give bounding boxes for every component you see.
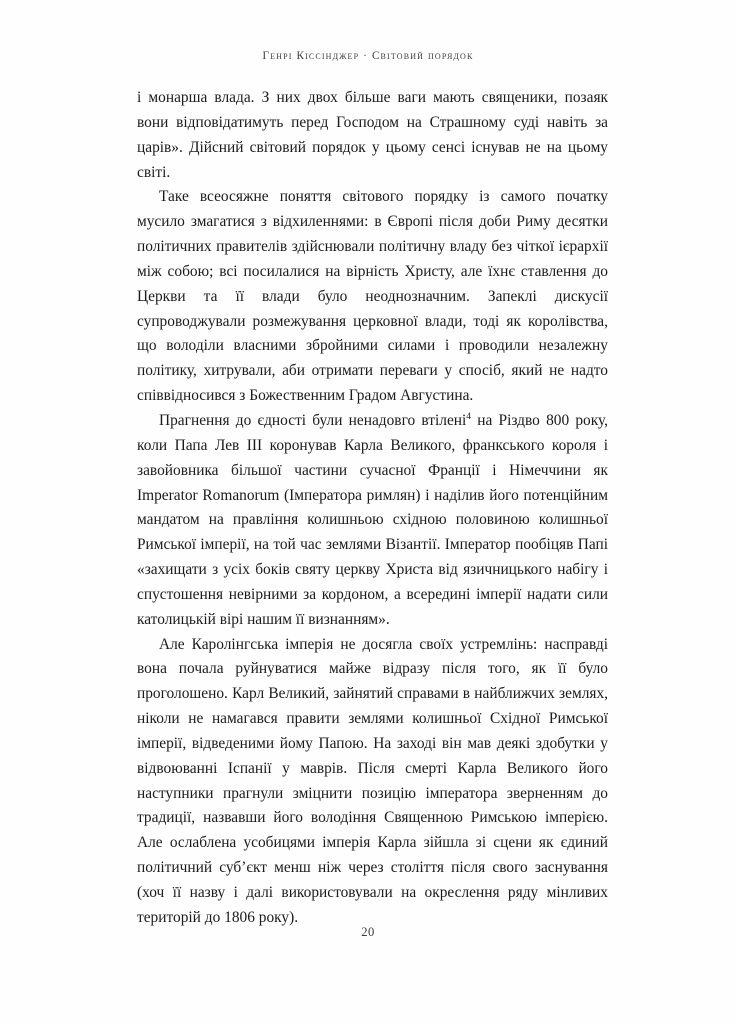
paragraph-2 bbox=[137, 185, 608, 409]
paragraph-1 bbox=[137, 86, 608, 185]
paragraph-4-text: Але Каролінгська імперія не досягла своїх устремлінь: насправді вона почала руйнуватися майже відразу після того, як її було проголошено. Карл Великий, зайнятий справами в найближчих землях, ніколи не намагався правити землями колишньої Східної Римської імперії, відведеними йому Папою. На заході він мав деякі здобутки у відвоюванні Іспанії у маврів. Після смерті Карла Великого його наступники прагнули зміцнити позицію імператора зверненням до традиції, назвавши його володіння Священною Римською імперією. Але ослаблена усобицями імперія Карла зійшла зі сцени як єдиний політичний суб’єкт менш ніж через століття після свого заснування (хоч її назву і далі використовували на окреслення ряду мінливих територій до 1806 року). bbox=[137, 635, 608, 926]
paragraph-3-text-after-footnote: на Різдво 800 року, коли Папа Лев III коронував Карла Великого, франкського короля і завойовника більшої частини сучасної Франції і Німеччини як Imperator Romanorum (Імператора римлян) і наділив його потенційним мандатом на правління колишньою східною половиною колишньої Римської імперії, на той час землями Візантії. Імператор пообіцяв Папі «захищати з усіх боків святу церкву Христа від язичницького набігу і спустошення невірними за кордоном, а всередині імперії надати сили католицькій вірі нашим її визнанням». bbox=[137, 411, 608, 628]
running-head: Генрі Кіссінджер · Світовий порядок bbox=[262, 50, 474, 62]
footnote-marker-4[interactable]: 4 bbox=[466, 410, 472, 422]
paragraph-3-text-before-footnote: Прагнення до єдності були ненадовго втілені bbox=[159, 411, 467, 429]
paragraph-4 bbox=[137, 633, 608, 931]
paragraph-2-text: Таке всеосяжне поняття світового порядку із самого початку мусило змагатися з відхиленнями: в Європі після доби Риму десятки політичних правителів здійснювали політичну владу без чіткої ієрархії між собою; всі посилалися на вірність Христу, але їхнє ставлення до Церкви та її влади було неоднозначним. Запеклі дискусії супроводжували розмежування церковної влади, тоді як королівства, що володіли власними збройними силами і проводили незалежну політику, хитрували, аби отримати переваги у спосіб, який не надто співвідносився з Божественним Градом Августина. bbox=[137, 188, 608, 405]
page-number: 20 bbox=[361, 925, 375, 939]
paragraph-3 bbox=[137, 409, 608, 633]
paragraph-1-text: і монарша влада. З них двох більше ваги мають священики, позаяк вони відповідатимуть перед Господом на Страшному суді навіть за царів». Дійсний світовий порядок у цьому сенсі існував не на цьому світі. bbox=[137, 89, 608, 181]
body-text-block bbox=[137, 86, 608, 931]
